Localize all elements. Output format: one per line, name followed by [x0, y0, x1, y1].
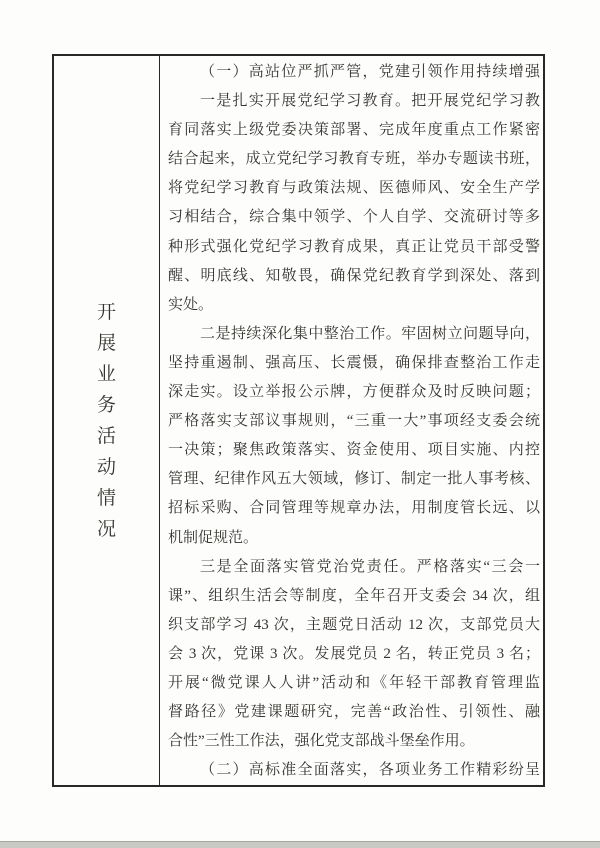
row-header-char: 开	[96, 301, 116, 323]
row-header-char: 业	[96, 363, 116, 385]
text-line: 三是全面落实管党治党责任。严格落实“三会一	[200, 558, 540, 575]
text-line: 坚持重遏制、强高压、长震慑，确保排查整治工作走	[168, 354, 540, 371]
text-line: 开展“微党课人人讲”活动和《年轻干部教育管理监	[168, 674, 540, 691]
row-header-char: 情	[96, 487, 116, 509]
text-line: （一）高站位严抓严管，党建引领作用持续增强	[200, 64, 540, 80]
text-line: 管理、纪律作风五大领域，修订、制定一批人事考核、	[168, 471, 540, 488]
text-line: 督路径》党建课题研究，完善“政治性、引领性、融	[168, 704, 540, 721]
text-line: 会 3 次，党课 3 次。发展党员 2 名，转正党员 3 名；	[168, 645, 540, 662]
text-line: 招标采购、合同管理等规章办法，用制度管长远、以	[168, 500, 540, 517]
text-line: 机制促规范。	[168, 529, 259, 546]
text-line: 将党纪学习教育与政策法规、医德师风、安全生产学	[168, 180, 540, 197]
text-line: 一是扎实开展党纪学习教育。把开展党纪学习教	[200, 93, 540, 110]
table-row-header	[54, 56, 160, 785]
text-line: 严格落实支部议事规则，“三重一大”事项经支委会统	[168, 413, 540, 430]
text-line: 习相结合，综合集中领学、个人自学、交流研讨等多	[168, 209, 540, 226]
report-table	[52, 54, 545, 787]
text-line: 二是持续深化集中整治工作。牢固树立问题导向，	[200, 325, 540, 342]
scan-edge-artifact	[0, 841, 600, 848]
row-header-char: 展	[96, 332, 116, 354]
table-content-cell	[160, 56, 543, 785]
text-line: 课”、组织生活会等制度，全年召开支委会 34 次，组	[168, 587, 540, 604]
text-line: 种形式强化党纪学习教育成果，真正让党员干部受警	[168, 238, 540, 255]
row-header-char: 动	[96, 456, 116, 478]
text-line: 育同落实上级党委决策部署、完成年度重点工作紧密	[168, 122, 540, 139]
row-header-char: 活	[96, 425, 116, 447]
row-header-char: 况	[96, 518, 116, 540]
row-header-char: 务	[96, 394, 116, 416]
text-line: 实处。	[168, 296, 214, 313]
text-line: 织支部学习 43 次，主题党日活动 12 次，支部党员大	[168, 616, 540, 633]
text-line: 一决策；聚焦政策落实、资金使用、项目实施、内控	[168, 442, 540, 459]
text-line: （二）高标准全面落实，各项业务工作精彩纷呈	[200, 762, 540, 779]
text-line: 合性”三性工作法，强化党支部战斗堡垒作用。	[168, 733, 475, 750]
text-line: 醒、明底线、知敬畏，确保党纪教育学到深处、落到	[168, 267, 540, 284]
text-line: 深走实。设立举报公示牌，方便群众及时反映问题；	[168, 384, 540, 401]
text-line: 结合起来，成立党纪学习教育专班，举办专题读书班，	[168, 151, 540, 168]
